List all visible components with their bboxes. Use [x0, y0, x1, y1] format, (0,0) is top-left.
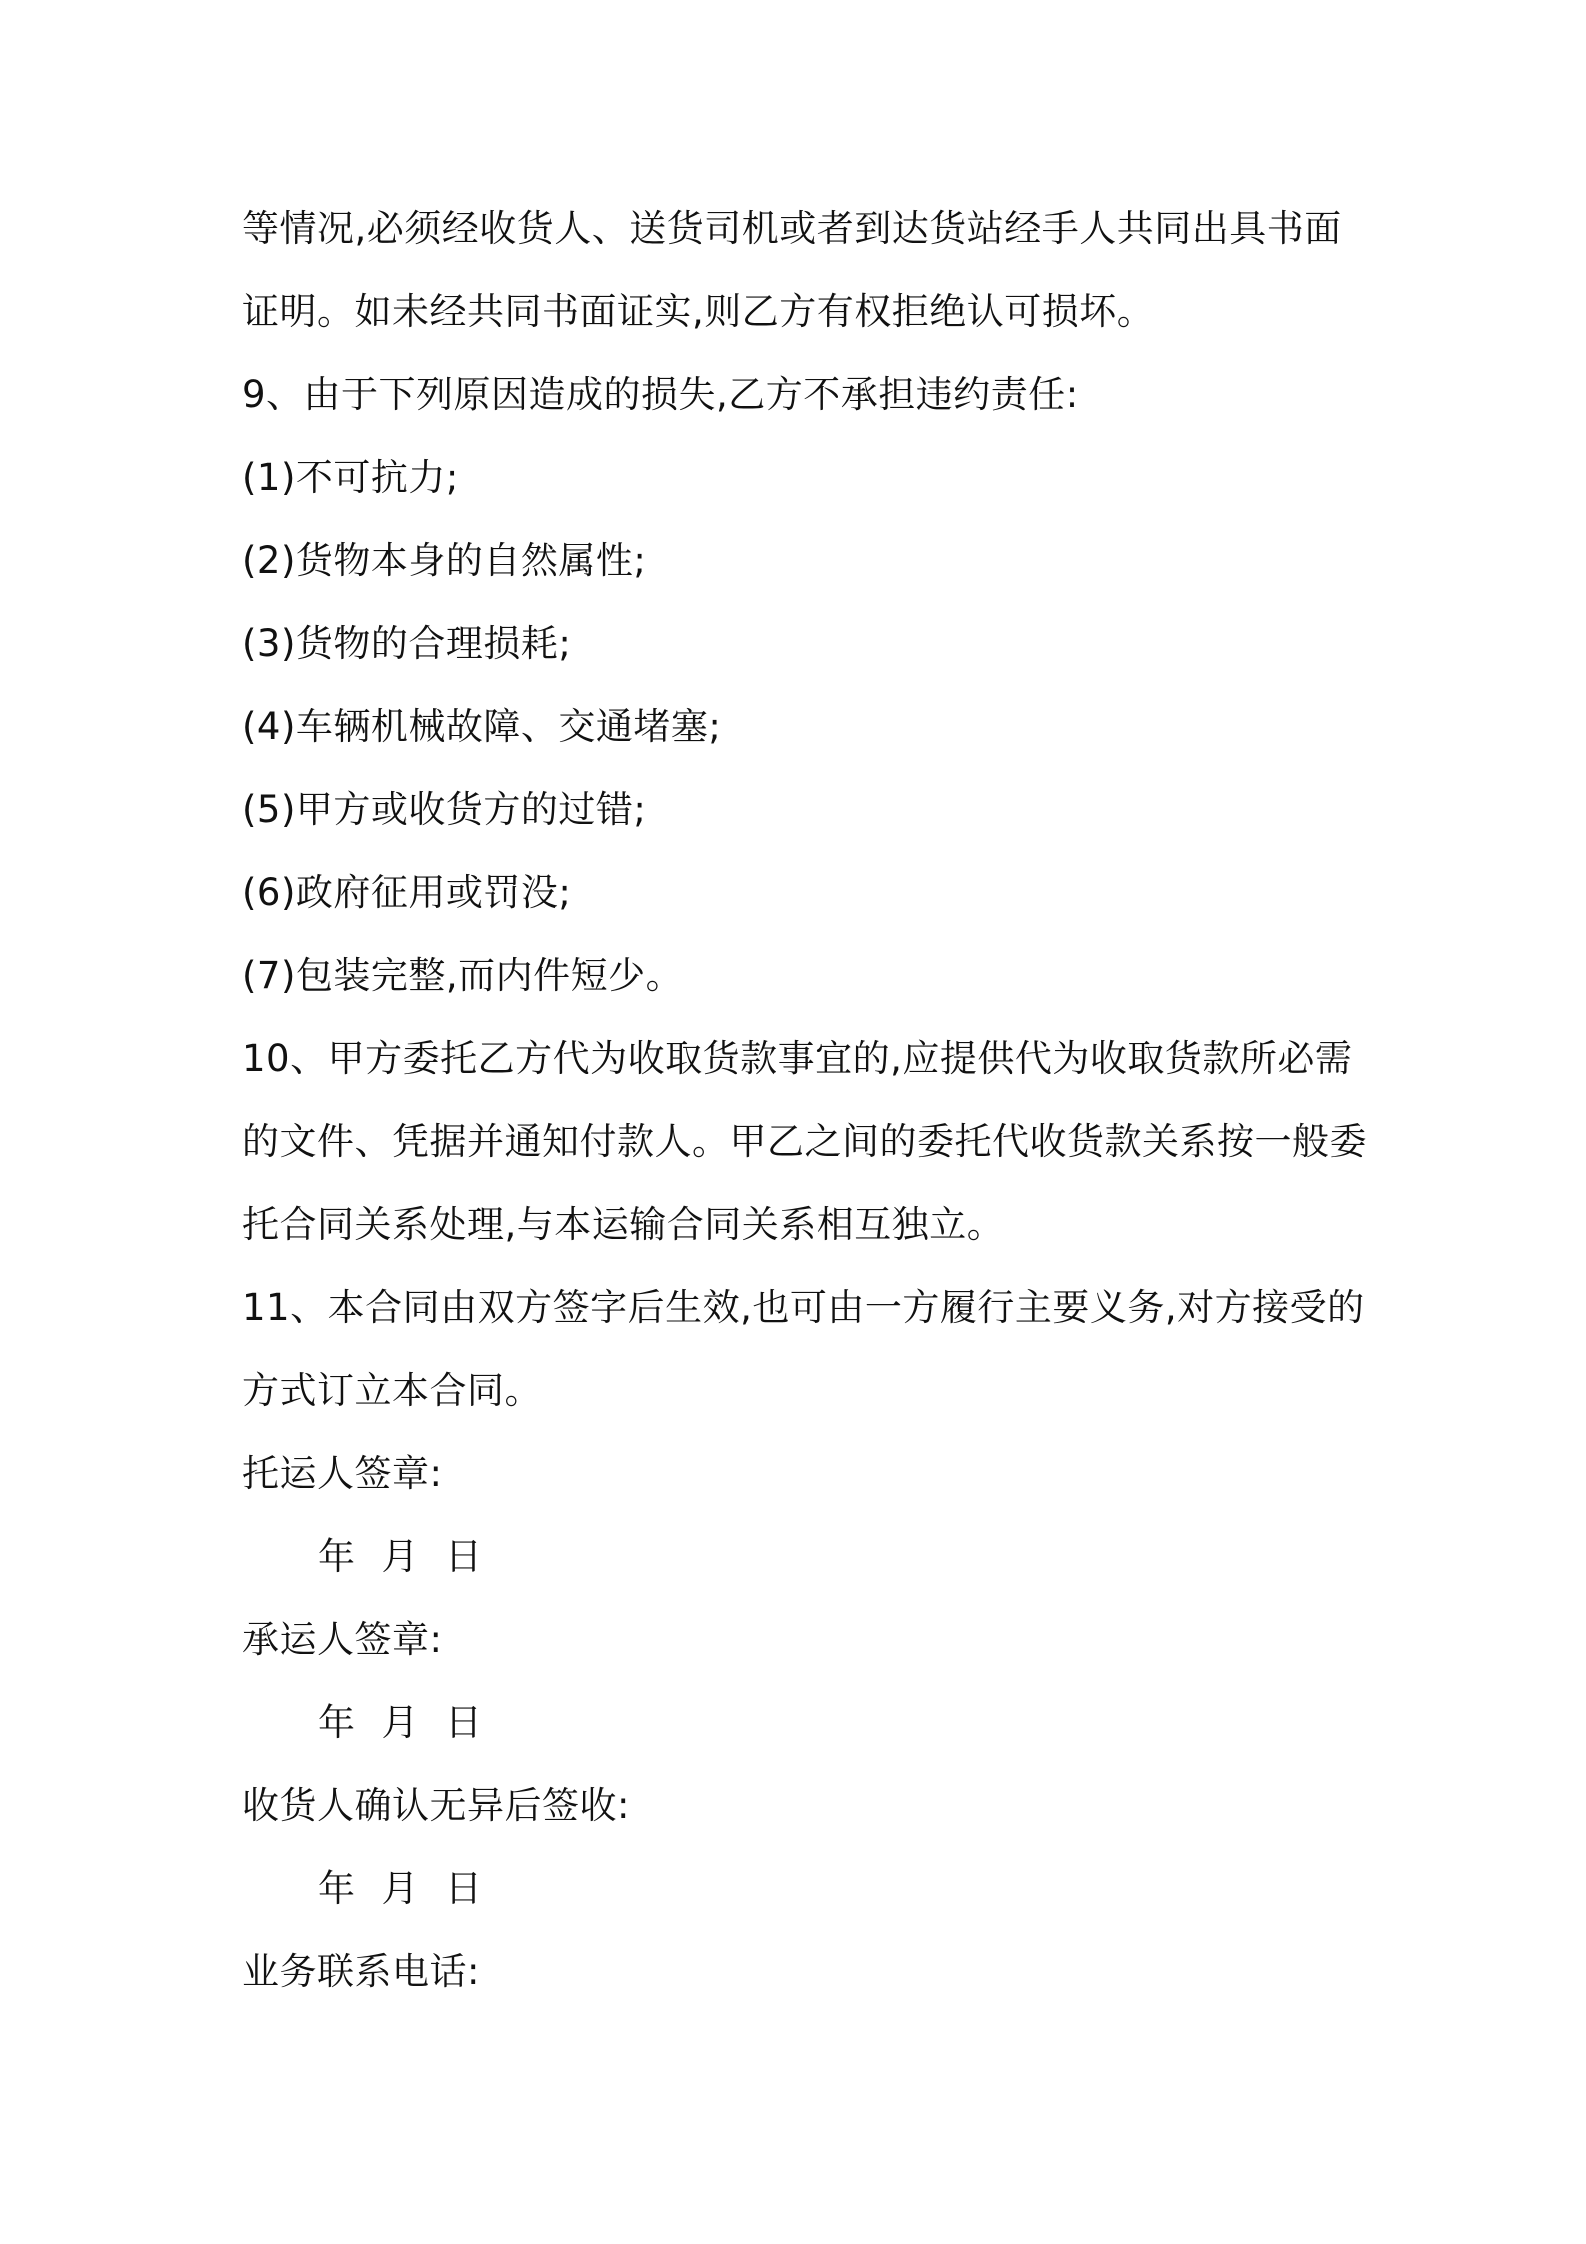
carrier-signature-label: 承运人签章: — [242, 1618, 443, 1661]
clause-9-item-5: (5)甲方或收货方的过错; — [242, 788, 647, 831]
shipper-signature-date — [318, 1535, 483, 1579]
clause-9-item-3: (3)货物的合理损耗; — [242, 622, 572, 665]
contact-phone-label: 业务联系电话: — [242, 1950, 480, 1993]
date-year: 年 — [318, 1867, 356, 1910]
clause-9-item-1: (1)不可抗力; — [242, 456, 459, 499]
date-month: 月 — [381, 1701, 419, 1744]
date-day: 日 — [445, 1535, 483, 1578]
date-day: 日 — [445, 1701, 483, 1744]
clause-11-line-1: 11、本合同由双方签字后生效,也可由一方履行主要义务,对方接受的 — [242, 1286, 1365, 1329]
date-day: 日 — [445, 1867, 483, 1910]
consignee-signature-date — [318, 1867, 483, 1911]
date-year: 年 — [318, 1701, 356, 1744]
clause-11-line-2: 方式订立本合同。 — [242, 1369, 542, 1412]
shipper-signature-label: 托运人签章: — [242, 1452, 443, 1495]
clause-10-line-3: 托合同关系处理,与本运输合同关系相互独立。 — [242, 1203, 1005, 1246]
paragraph-8-line-2: 等情况,必须经收货人、送货司机或者到达货站经手人共同出具书面 — [242, 207, 1342, 250]
consignee-signature-label: 收货人确认无异后签收: — [242, 1784, 630, 1827]
clause-9-item-2: (2)货物本身的自然属性; — [242, 539, 647, 582]
clause-9-item-4: (4)车辆机械故障、交通堵塞; — [242, 705, 722, 748]
clause-9-item-7: (7)包装完整,而内件短少。 — [242, 954, 684, 997]
clause-9-item-6: (6)政府征用或罚没; — [242, 871, 572, 914]
clause-9-heading: 9、由于下列原因造成的损失,乙方不承担违约责任: — [242, 373, 1079, 416]
clause-10-line-1: 10、甲方委托乙方代为收取货款事宜的,应提供代为收取货款所必需 — [242, 1037, 1353, 1080]
clause-10-line-2: 的文件、凭据并通知付款人。甲乙之间的委托代收货款关系按一般委 — [242, 1120, 1367, 1163]
carrier-signature-date — [318, 1701, 483, 1745]
date-month: 月 — [381, 1535, 419, 1578]
paragraph-8-line-3: 证明。如未经共同书面证实,则乙方有权拒绝认可损坏。 — [242, 290, 1155, 333]
date-year: 年 — [318, 1535, 356, 1578]
date-month: 月 — [381, 1867, 419, 1910]
